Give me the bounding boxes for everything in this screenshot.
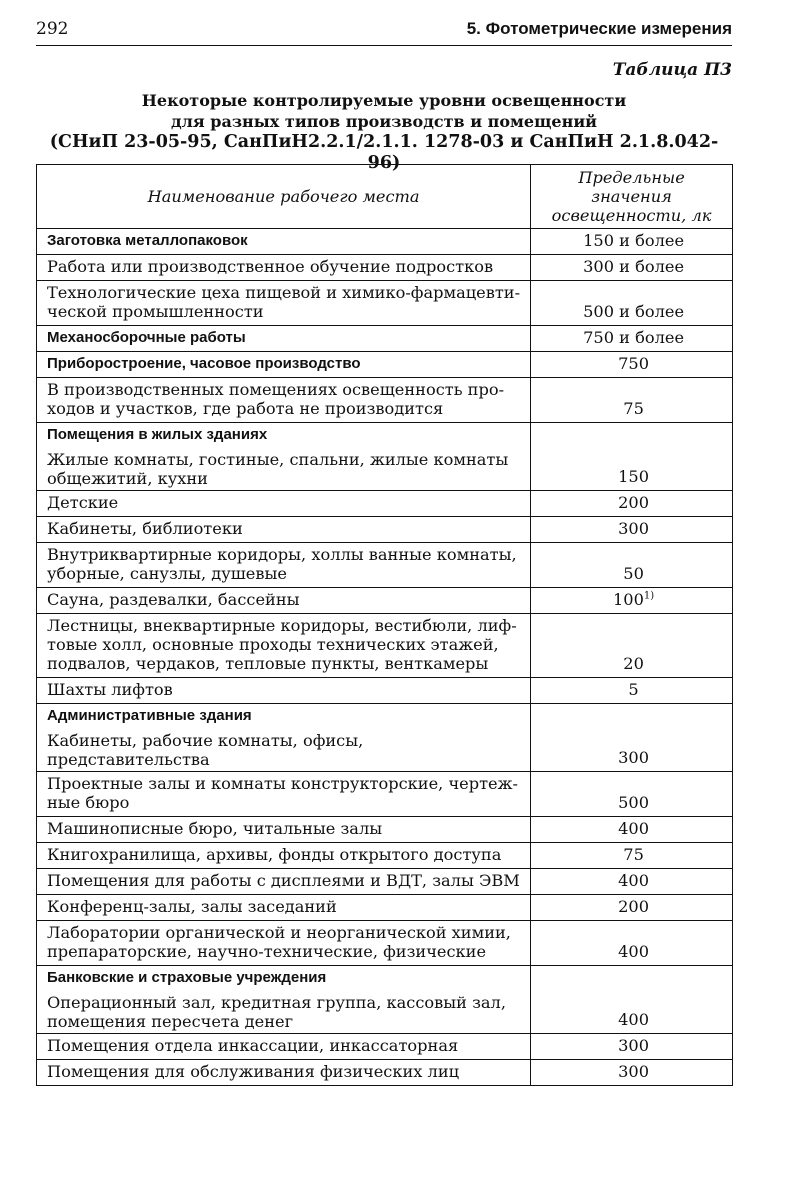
row-value-cell xyxy=(531,1060,733,1086)
column-header-name: Наименование рабочего места xyxy=(37,165,531,229)
row-name-cell xyxy=(37,704,531,772)
row-name: Лестницы, внеквартирные коридоры, вестибюли, лиф-товые холл, основные проходы технических этажей, подвалов, чердаков, тепловые пункты, венткамеры xyxy=(47,616,517,673)
row-value: 150 и более xyxy=(583,231,685,250)
row-name-cell xyxy=(37,352,531,378)
page-number: 292 xyxy=(36,19,69,39)
row-name-cell xyxy=(37,772,531,817)
row-name-cell xyxy=(37,678,531,704)
row-name: Кабинеты, рабочие комнаты, офисы, представительства xyxy=(47,731,364,769)
row-value-cell xyxy=(531,423,733,491)
table-row xyxy=(37,352,733,378)
row-name-cell xyxy=(37,966,531,1034)
table-row xyxy=(37,772,733,817)
row-value: 20 xyxy=(623,654,644,673)
row-value-cell xyxy=(531,772,733,817)
section-heading: Помещения в жилых зданиях xyxy=(47,426,268,443)
row-name-cell xyxy=(37,817,531,843)
row-value: 750 xyxy=(618,354,650,373)
row-name-cell xyxy=(37,588,531,614)
table-row xyxy=(37,1060,733,1086)
table-row xyxy=(37,921,733,966)
row-value-cell xyxy=(531,229,733,255)
table-row xyxy=(37,614,733,678)
row-name-cell xyxy=(37,281,531,326)
row-name: Книгохранилища, архивы, фонды открытого доступа xyxy=(47,845,502,864)
chapter-title: 5. Фотометрические измерения xyxy=(466,19,732,38)
row-name: Детские xyxy=(47,493,119,512)
row-name-cell xyxy=(37,378,531,423)
row-value: 400 xyxy=(618,819,650,838)
row-value: 300 xyxy=(618,748,650,767)
table-row xyxy=(37,326,733,352)
table-row xyxy=(37,869,733,895)
table-label: Таблица П3 xyxy=(612,60,732,80)
row-value: 150 xyxy=(618,467,650,486)
row-name: Помещения отдела инкассации, инкассаторная xyxy=(47,1036,459,1055)
row-value-cell xyxy=(531,588,733,614)
row-value-cell xyxy=(531,491,733,517)
row-value-cell xyxy=(531,543,733,588)
column-header-value: Предельные значения освещенности, лк xyxy=(531,165,733,229)
row-value-cell xyxy=(531,843,733,869)
row-value: 750 и более xyxy=(583,328,685,347)
row-value: 75 xyxy=(623,399,644,418)
row-name-cell xyxy=(37,326,531,352)
table-row xyxy=(37,895,733,921)
row-value: 300 xyxy=(618,1062,650,1081)
table-row xyxy=(37,491,733,517)
table-title-line-3: (СНиП 23-05-95, СанПиН2.2.1/2.1.1. 1278-03 и СанПиН 2.1.8.042-96) xyxy=(49,132,719,173)
row-value: 200 xyxy=(618,493,650,512)
row-name-cell xyxy=(37,229,531,255)
row-name-cell xyxy=(37,895,531,921)
row-name-cell xyxy=(37,1034,531,1060)
row-value-cell xyxy=(531,921,733,966)
table-row xyxy=(37,543,733,588)
row-value-cell xyxy=(531,517,733,543)
table-row xyxy=(37,843,733,869)
row-value-cell xyxy=(531,869,733,895)
row-value: 200 xyxy=(618,897,650,916)
row-value: 400 xyxy=(618,942,650,961)
row-value-cell xyxy=(531,281,733,326)
table-title-line-2: для разных типов производств и помещений xyxy=(170,112,598,131)
row-name-cell xyxy=(37,921,531,966)
row-name-cell xyxy=(37,543,531,588)
row-value: 300 и более xyxy=(583,257,685,276)
row-name-cell xyxy=(37,843,531,869)
table-title-line-1: Некоторые контролируемые уровни освещенности xyxy=(141,91,627,110)
row-value-cell xyxy=(531,966,733,1034)
row-name: Внутриквартирные коридоры, холлы ванные комнаты, уборные, санузлы, душевые xyxy=(47,545,517,583)
row-name-cell xyxy=(37,491,531,517)
row-value: 500 xyxy=(618,793,650,812)
row-name: Проектные залы и комнаты конструкторские, чертеж-ные бюро xyxy=(47,774,519,812)
row-value: 100 xyxy=(612,590,644,609)
table-header-row xyxy=(37,165,733,229)
row-name-cell xyxy=(37,517,531,543)
table-row xyxy=(37,678,733,704)
row-value-cell xyxy=(531,704,733,772)
row-value: 400 xyxy=(618,871,650,890)
table-body xyxy=(37,229,733,1086)
row-name: Приборостроение, часовое производство xyxy=(47,355,361,372)
row-name: Работа или производственное обучение подростков xyxy=(47,257,494,276)
table-title xyxy=(36,90,732,174)
row-name: Лаборатории органической и неорганической химии, препараторские, научно-технические, физические xyxy=(47,923,511,961)
row-value-cell xyxy=(531,352,733,378)
table-row xyxy=(37,229,733,255)
running-header xyxy=(36,14,732,44)
row-value: 75 xyxy=(623,845,644,864)
row-value: 300 xyxy=(618,1036,650,1055)
table-row xyxy=(37,588,733,614)
row-value-cell xyxy=(531,326,733,352)
table-row xyxy=(37,423,733,491)
row-name: Жилые комнаты, гостиные, спальни, жилые комнаты общежитий, кухни xyxy=(47,450,509,488)
row-value: 400 xyxy=(618,1010,650,1029)
row-name-cell xyxy=(37,869,531,895)
row-name: Конференц-залы, залы заседаний xyxy=(47,897,337,916)
header-rule xyxy=(36,45,732,46)
row-name-cell xyxy=(37,423,531,491)
row-value-cell xyxy=(531,678,733,704)
row-value: 500 и более xyxy=(583,302,685,321)
row-name: Шахты лифтов xyxy=(47,680,173,699)
table-row xyxy=(37,1034,733,1060)
section-heading: Банковские и страховые учреждения xyxy=(47,969,327,986)
table-row xyxy=(37,517,733,543)
row-value-cell xyxy=(531,817,733,843)
row-name: Помещения для работы с дисплеями и ВДТ, залы ЭВМ xyxy=(47,871,520,890)
row-name: Помещения для обслуживания физических лиц xyxy=(47,1062,460,1081)
row-value: 300 xyxy=(618,519,650,538)
row-name-cell xyxy=(37,1060,531,1086)
row-name: Технологические цеха пищевой и химико-фармацевти-ческой промышленности xyxy=(47,283,521,321)
row-value-cell xyxy=(531,614,733,678)
table-row xyxy=(37,966,733,1034)
row-value-cell xyxy=(531,895,733,921)
row-name: Механосборочные работы xyxy=(47,329,246,346)
row-value-cell xyxy=(531,255,733,281)
row-name: Сауна, раздевалки, бассейны xyxy=(47,590,300,609)
row-name: Машинописные бюро, читальные залы xyxy=(47,819,383,838)
row-name-cell xyxy=(37,255,531,281)
row-name-cell xyxy=(37,614,531,678)
row-value: 50 xyxy=(623,564,644,583)
table-row xyxy=(37,281,733,326)
table-row xyxy=(37,378,733,423)
row-name: Заготовка металлопаковок xyxy=(47,232,248,249)
row-value-cell xyxy=(531,378,733,423)
table-row xyxy=(37,817,733,843)
row-name: Кабинеты, библиотеки xyxy=(47,519,243,538)
table-row xyxy=(37,704,733,772)
row-name: В производственных помещениях освещенность про-ходов и участков, где работа не производится xyxy=(47,380,505,418)
section-heading: Административные здания xyxy=(47,707,252,724)
table-row xyxy=(37,255,733,281)
row-name: Операционный зал, кредитная группа, кассовый зал, помещения пересчета денег xyxy=(47,993,506,1031)
row-value-cell xyxy=(531,1034,733,1060)
row-value: 5 xyxy=(628,680,639,699)
illuminance-table xyxy=(36,164,733,1086)
footnote-marker: 1) xyxy=(643,590,655,602)
